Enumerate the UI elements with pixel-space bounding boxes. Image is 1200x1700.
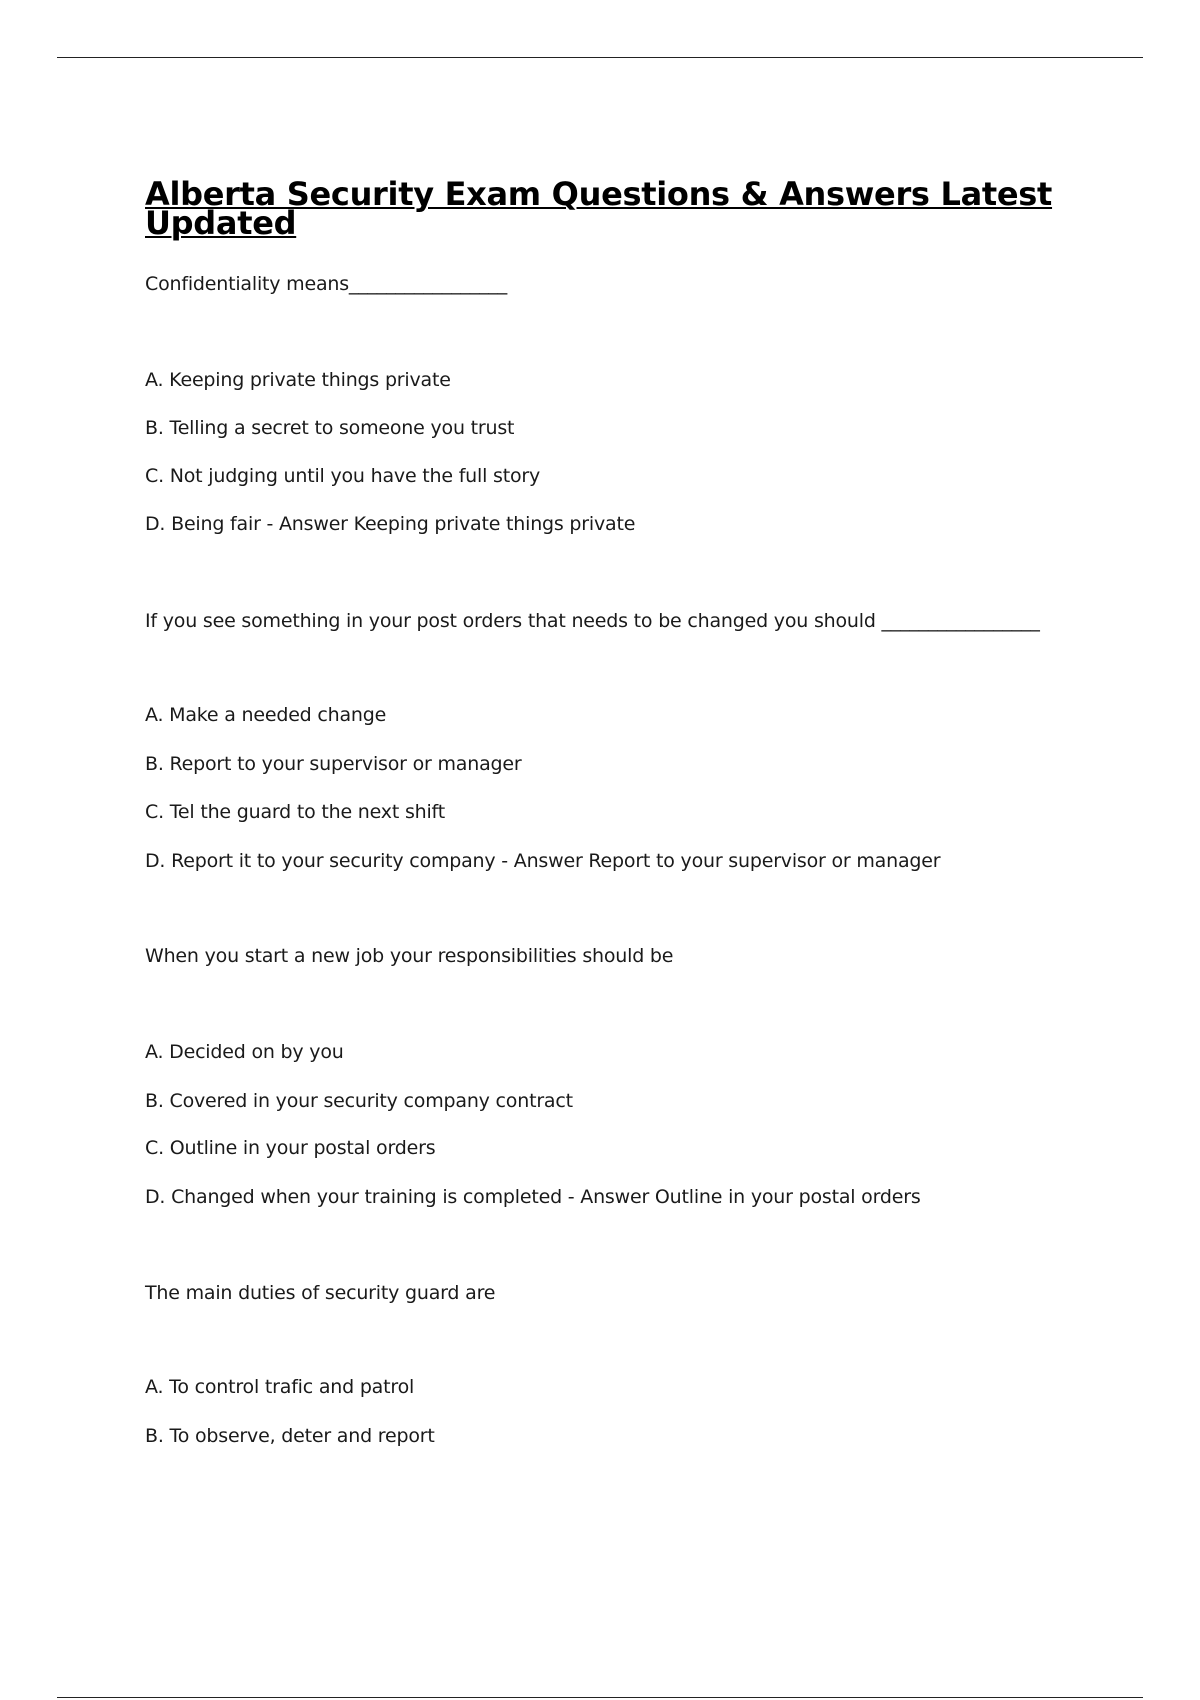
bottom-rule [57,1697,1143,1698]
option [145,416,514,440]
option [145,464,540,488]
document-title [145,175,1075,242]
document-body [145,175,1075,1447]
question-block-3 [145,944,673,968]
top-rule [57,57,1143,58]
option [145,800,445,824]
option [145,1375,414,1399]
option [145,752,522,776]
option-text: C. Outline in your postal orders [145,1137,436,1159]
title-line-1: Alberta Security Exam Questions & Answers Latest [145,175,1053,213]
option [145,1136,435,1160]
question-block-1 [145,272,507,296]
option [145,1185,921,1209]
option [145,1089,573,1113]
question-text: Confidentiality means_________________ [145,273,508,295]
option-text: A. To control trafic and patrol [145,1376,415,1398]
option [145,1424,435,1448]
option-text: B. To observe, deter and report [145,1425,435,1447]
question-block-2 [145,609,1040,633]
option [145,703,386,727]
option-text: C. Tel the guard to the next shift [145,801,445,823]
option-text: C. Not judging until you have the full story [145,465,541,487]
question-text: The main duties of security guard are [145,1282,496,1304]
option-text: A. Decided on by you [145,1041,344,1063]
option [145,1040,344,1064]
option-text: B. Report to your supervisor or manager [145,753,522,775]
option-text: B. Covered in your security company contract [145,1090,573,1112]
option [145,849,940,873]
option-text: B. Telling a secret to someone you trust [145,417,515,439]
question-text: If you see something in your post orders that needs to be changed you should _________________ [145,610,1040,632]
option-text: A. Keeping private things private [145,369,451,391]
option-text: D. Report it to your security company - Answer Report to your supervisor or manager [145,850,941,872]
option [145,368,451,392]
title-line-2: Updated [145,204,297,242]
question-block-4 [145,1281,495,1305]
option-text: A. Make a needed change [145,704,387,726]
question-text: When you start a new job your responsibilities should be [145,945,674,967]
option-text: D. Changed when your training is completed - Answer Outline in your postal orders [145,1186,921,1208]
option [145,512,635,536]
option-text: D. Being fair - Answer Keeping private things private [145,513,636,535]
